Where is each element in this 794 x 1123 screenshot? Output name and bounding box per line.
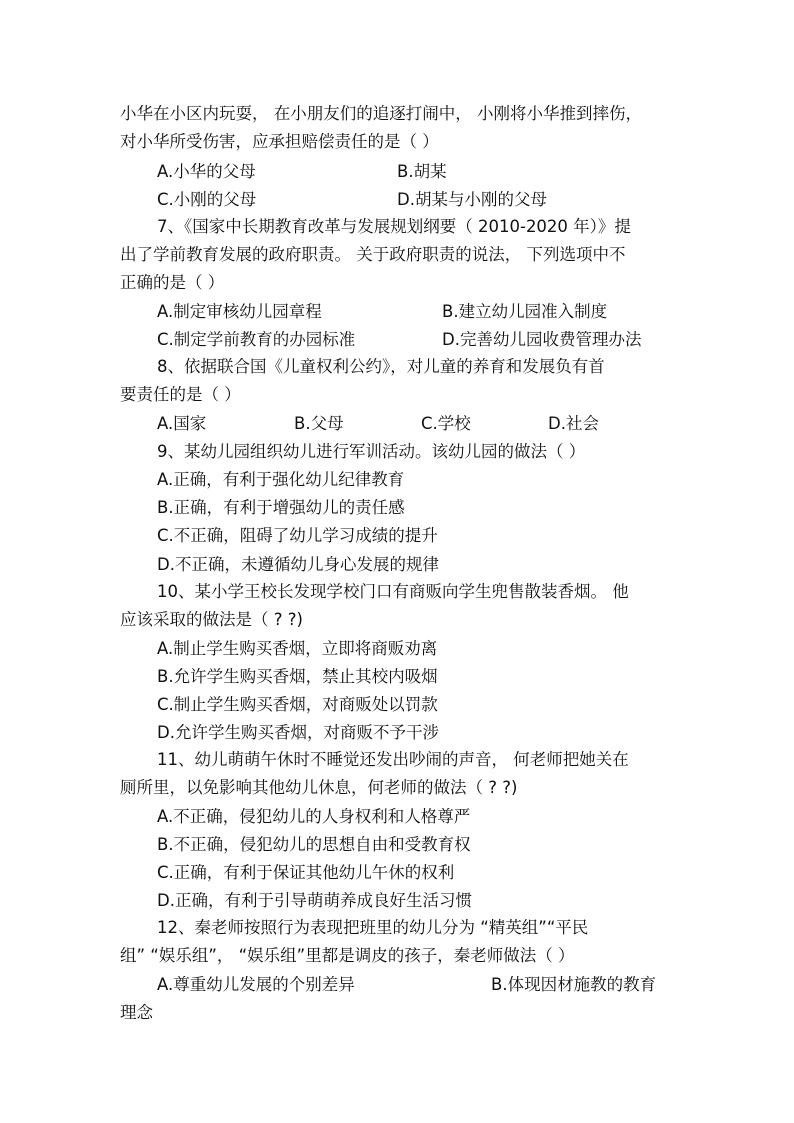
q6-option-a: A.小华的父母 (157, 162, 256, 181)
q12-option-b: B.体现因材施教的教育 (491, 975, 657, 994)
q7-option-b: B.建立幼儿园准入制度 (442, 302, 608, 321)
q9-option-b: B.正确，有利于增强幼儿的责任感 (157, 498, 405, 517)
q12-stem-line-2: 组” “娱乐组”， “娱乐组”里都是调皮的孩子，秦老师做法（ ） (120, 946, 575, 965)
q6-option-d: D.胡某与小刚的父母 (397, 190, 547, 209)
q11-stem-line-2: 厕所里，以免影响其他幼儿休息，何老师的做法（ ? ?) (120, 778, 518, 797)
q6-stem-line-2: 对小华所受伤害，应承担赔偿责任的是（ ） (120, 132, 439, 151)
q9-option-d: D.不正确，未遵循幼儿身心发展的规律 (157, 555, 439, 574)
q9-stem-line-1: 9、某幼儿园组织幼儿进行军训活动。该幼儿园的做法（ ） (157, 442, 586, 461)
q7-stem-line-3: 正确的是（ ） (120, 273, 225, 292)
q8-stem-line-2: 要责任的是（ ） (120, 385, 241, 404)
q12-option-b-continuation: 理念 (120, 1003, 153, 1022)
q7-option-c: C.制定学前教育的办园标准 (157, 330, 356, 349)
q7-stem-line-2: 出了学前教育发展的政府职责。 关于政府职责的说法， 下列选项中不 (120, 245, 626, 264)
q11-option-b: B.不正确，侵犯幼儿的思想自由和受教育权 (157, 835, 471, 854)
q8-option-c: C.学校 (421, 414, 471, 433)
q10-option-b: B.允许学生购买香烟，禁止其校内吸烟 (157, 667, 438, 686)
q8-option-d: D.社会 (548, 414, 599, 433)
q11-option-d: D.正确，有利于引导萌萌养成良好生活习惯 (157, 891, 472, 910)
q10-option-c: C.制止学生购买香烟，对商贩处以罚款 (157, 695, 438, 714)
q6-option-c: C.小刚的父母 (157, 190, 257, 209)
q7-option-d: D.完善幼儿园收费管理办法 (442, 330, 642, 349)
q8-option-b: B.父母 (294, 414, 344, 433)
q11-stem-line-1: 11、幼儿萌萌午休时不睡觉还发出吵闹的声音， 何老师把她关在 (157, 750, 629, 769)
q8-stem-line-1: 8、依据联合国《儿童权利公约》，对儿童的养育和发展负有首 (157, 357, 605, 376)
q9-option-a: A.正确，有利于强化幼儿纪律教育 (157, 470, 405, 489)
q11-option-a: A.不正确，侵犯幼儿的人身权利和人格尊严 (157, 807, 471, 826)
q7-stem-line-1: 7、《国家中长期教育改革与发展规划纲要（ 2010-2020 年）》提 (157, 217, 631, 236)
q10-stem-line-2: 应该采取的做法是（ ? ?) (120, 610, 303, 629)
q11-option-c: C.正确，有利于保证其他幼儿午休的权利 (157, 863, 455, 882)
q8-option-a: A.国家 (157, 414, 207, 433)
q6-option-b: B.胡某 (397, 162, 447, 181)
q12-option-a: A.尊重幼儿发展的个别差异 (157, 975, 355, 994)
q10-option-d: D.允许学生购买香烟，对商贩不予干涉 (157, 723, 439, 742)
q9-option-c: C.不正确，阻碍了幼儿学习成绩的提升 (157, 526, 438, 545)
q12-stem-line-1: 12、秦老师按照行为表现把班里的幼儿分为 “精英组”“平民 (157, 918, 589, 937)
q10-option-a: A.制止学生购买香烟，立即将商贩劝离 (157, 639, 438, 658)
q10-stem-line-1: 10、某小学王校长发现学校门口有商贩向学生兜售散装香烟。 他 (157, 582, 629, 601)
q6-stem-line-1: 小华在小区内玩耍， 在小朋友们的追逐打闹中， 小刚将小华推到摔伤， (120, 104, 642, 123)
q7-option-a: A.制定审核幼儿园章程 (157, 302, 322, 321)
